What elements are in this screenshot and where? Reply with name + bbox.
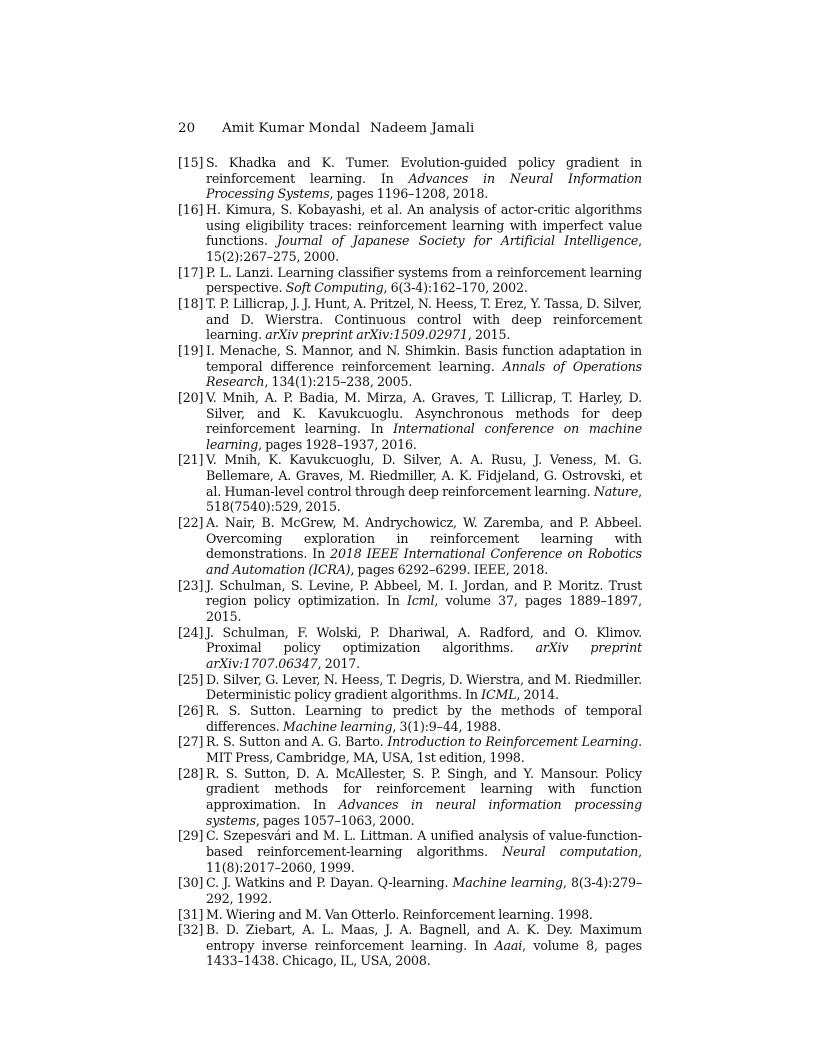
- reference-item: [178, 766, 642, 829]
- reference-item: [178, 828, 642, 875]
- reference-details: , 11(8):2017–2060, 1999.: [206, 843, 642, 875]
- reference-number: [25]: [178, 671, 204, 687]
- reference-number: [31]: [178, 906, 204, 922]
- reference-number: [15]: [178, 155, 204, 170]
- reference-details: , volume 37, pages 1889–1897, 2015.: [206, 593, 642, 625]
- reference-details: , 518(7540):529, 2015.: [206, 483, 642, 515]
- reference-text: I. Menache, S. Mannor, and N. Shimkin. Basis function adaptation in temporal difference reinforcement learning.: [206, 342, 642, 374]
- reference-venue: Soft Computing: [285, 280, 384, 296]
- reference-venue: ICML: [481, 687, 517, 703]
- reference-text: D. Silver, G. Lever, N. Heess, T. Degris, D. Wierstra, and M. Riedmiller. Deterministic policy gradient algorithms. In: [206, 671, 642, 703]
- reference-text: J. Schulman, S. Levine, P. Abbeel, M. I. Jordan, and P. Moritz. Trust region policy optimization. In: [206, 577, 642, 609]
- reference-venue: Advances in Neural Information Processing Systems: [206, 170, 642, 202]
- reference-number: [30]: [178, 875, 204, 891]
- reference-venue: Machine learning: [452, 875, 563, 891]
- reference-text: R. S. Sutton, D. A. McAllester, S. P. Singh, and Y. Mansour. Policy gradient methods for reinforcement learning with function approximation. In: [206, 765, 642, 812]
- author-name: Nadeem Jamali: [370, 121, 475, 136]
- reference-item: [178, 452, 642, 515]
- reference-venue: International conference on machine learning: [206, 421, 642, 452]
- reference-text: R. S. Sutton and A. G. Barto.: [206, 734, 388, 750]
- reference-item: [178, 907, 642, 923]
- reference-venue: Journal of Japanese Society for Artificial Intelligence: [276, 233, 639, 249]
- reference-details: , pages 1196–1208, 2018.: [329, 186, 489, 202]
- reference-details: , 2014.: [516, 687, 559, 703]
- reference-number: [23]: [178, 577, 204, 593]
- reference-text: C. Szepesvári and M. L. Littman. A unified analysis of value-function-based reinforcement-learning algorithms.: [206, 828, 642, 859]
- reference-text: A. Nair, B. McGrew, M. Andrychowicz, W. Zaremba, and P. Abbeel. Overcoming exploration in reinforcement learning with demonstrations. In: [206, 515, 642, 562]
- reference-details: , 3(1):9–44, 1988.: [392, 718, 501, 734]
- reference-details: , 134(1):215–238, 2005.: [264, 374, 413, 390]
- reference-text: P. L. Lanzi. Learning classifier systems from a reinforcement learning perspective.: [206, 264, 642, 296]
- reference-number: [32]: [178, 922, 204, 938]
- reference-details: , 2015.: [467, 327, 511, 343]
- reference-text: C. J. Watkins and P. Dayan. Q-learning.: [206, 875, 453, 891]
- reference-venue: Introduction to Reinforcement Learning: [387, 734, 639, 750]
- reference-item: [178, 265, 642, 296]
- reference-venue: arXiv preprint arXiv:1509.02971: [265, 327, 468, 343]
- reference-venue: 2018 IEEE International Conference on Robotics and Automation (ICRA): [206, 546, 642, 578]
- reference-number: [20]: [178, 389, 204, 405]
- reference-venue: Annals of Operations Research: [206, 358, 642, 390]
- reference-details: , 15(2):267–275, 2000.: [206, 233, 643, 264]
- reference-item: [178, 515, 642, 578]
- reference-item: [178, 202, 642, 265]
- page-number: 20: [178, 121, 196, 136]
- reference-number: [21]: [178, 452, 204, 468]
- reference-number: [22]: [178, 515, 204, 531]
- reference-number: [17]: [178, 264, 204, 280]
- reference-text: V. Mnih, K. Kavukcuoglu, D. Silver, A. A. Rusu, J. Veness, M. G. Bellemare, A. Graves, M. Riedmiller, A. K. Fidjeland, G. Ostrovski, et al. Human-level control through deep reinforcement learning.: [206, 452, 642, 499]
- reference-venue: Advances in neural information processing systems: [206, 796, 642, 828]
- reference-venue: Neural computation: [502, 843, 639, 859]
- reference-number: [26]: [178, 702, 204, 718]
- reference-item: [178, 875, 642, 906]
- reference-text: J. Schulman, F. Wolski, P. Dhariwal, A. Radford, and O. Klimov. Proximal policy optimization algorithms.: [206, 624, 642, 656]
- reference-text: R. S. Sutton. Learning to predict by the methods of temporal differences.: [206, 702, 642, 734]
- reference-details: , volume 8, pages 1433–1438. Chicago, IL, USA, 2008.: [206, 937, 642, 969]
- reference-number: [27]: [178, 734, 204, 750]
- reference-item: [178, 734, 642, 765]
- reference-venue: Machine learning: [282, 718, 393, 734]
- reference-number: [29]: [178, 828, 204, 844]
- reference-number: [24]: [178, 624, 204, 640]
- reference-text: V. Mnih, A. P. Badia, M. Mirza, A. Graves, T. Lillicrap, T. Harley, D. Silver, and K. Kavukcuoglu. Asynchronous methods for deep reinforcement learning. In: [206, 389, 642, 437]
- reference-number: [18]: [178, 295, 204, 311]
- reference-text: S. Khadka and K. Tumer. Evolution-guided policy gradient in reinforcement learning. In: [206, 155, 642, 186]
- reference-venue: Nature: [593, 483, 639, 499]
- reference-item: [178, 922, 642, 969]
- reference-number: [28]: [178, 765, 204, 781]
- reference-text: H. Kimura, S. Kobayashi, et al. An analysis of actor-critic algorithms using eligibility traces: reinforcement learning with imperfect value functions.: [206, 201, 642, 249]
- reference-item: [178, 390, 642, 453]
- reference-details: , pages 1928–1937, 2016.: [258, 436, 417, 452]
- reference-text: B. D. Ziebart, A. L. Maas, J. A. Bagnell, and A. K. Dey. Maximum entropy inverse reinforcement learning. In: [206, 922, 642, 953]
- reference-item: [178, 578, 642, 625]
- reference-details: , 6(3-4):162–170, 2002.: [383, 280, 528, 296]
- reference-venue: Icml: [406, 593, 435, 609]
- reference-details: , pages 6292–6299. IEEE, 2018.: [350, 562, 549, 578]
- reference-text: M. Wiering and M. Van Otterlo. Reinforcement learning. 1998.: [206, 906, 593, 922]
- reference-details: . MIT Press, Cambridge, MA, USA, 1st edition, 1998.: [206, 734, 642, 765]
- reference-item: [178, 703, 642, 734]
- reference-text: T. P. Lillicrap, J. J. Hunt, A. Pritzel, N. Heess, T. Erez, Y. Tassa, D. Silver, and D. Wierstra. Continuous control with deep reinforcement learning.: [206, 295, 642, 343]
- reference-item: [178, 625, 642, 672]
- reference-number: [19]: [178, 342, 204, 358]
- reference-venue: Aaai: [494, 937, 523, 953]
- reference-details: , 8(3-4):279–292, 1992.: [206, 875, 642, 906]
- reference-venue: arXiv preprint arXiv:1707.06347: [206, 640, 642, 671]
- reference-list: [178, 155, 642, 969]
- reference-item: [178, 343, 642, 390]
- reference-item: [178, 155, 642, 202]
- reference-details: , pages 1057–1063, 2000.: [255, 812, 415, 828]
- running-header: [178, 121, 484, 136]
- reference-item: [178, 296, 642, 343]
- reference-item: [178, 672, 642, 703]
- reference-number: [16]: [178, 201, 204, 217]
- author-name: Amit Kumar Mondal: [222, 121, 361, 136]
- reference-details: , 2017.: [317, 656, 361, 671]
